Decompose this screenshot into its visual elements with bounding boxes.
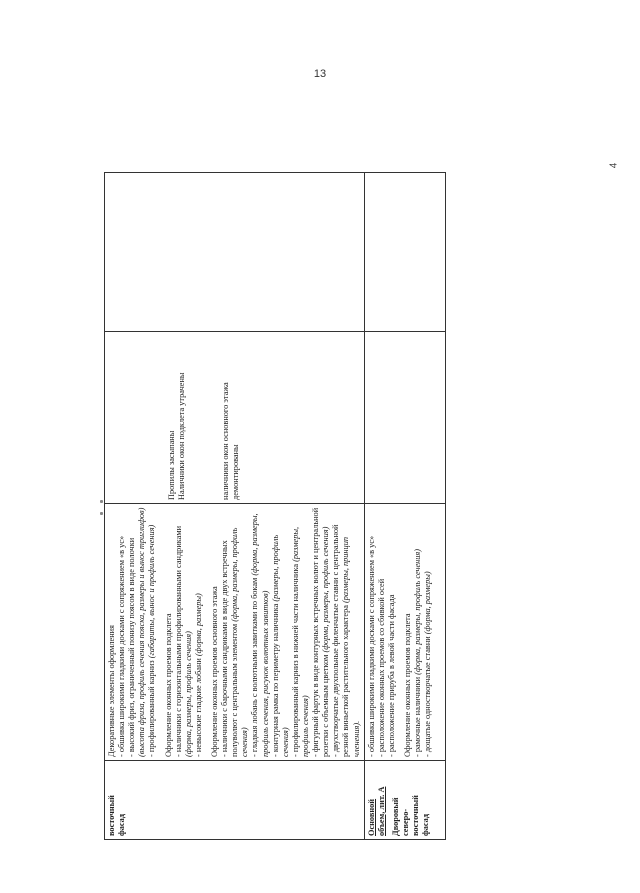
facade-name-line: восточный	[107, 795, 116, 836]
section-heading: Оформление оконных проемов основного этажа	[209, 586, 219, 757]
description-cell	[364, 504, 445, 761]
condition-note: демонтированы	[231, 444, 241, 500]
volume-name-line: Основной	[366, 798, 376, 836]
facade-name-line: фасад	[421, 813, 431, 836]
scan-speck	[100, 512, 103, 515]
section-heading: Оформление оконных проемов подклета	[402, 613, 412, 757]
list-item: - контурная рамка по периметру наличника (размеры, профиль сечения)	[270, 534, 290, 757]
list-item: - расположение оконных проемов со сбивкой осей	[376, 578, 386, 757]
list-item: - профилированный карниз в нижней части наличника (размеры, профиль сечения)	[290, 526, 310, 757]
condition-note: Пропилы засыпаны	[167, 430, 176, 500]
page-number: 13	[313, 68, 327, 80]
list-item: - гладкая лобань с волютными завитками по бокам (форма, размеры, профиль сечения, рисунок волютных завитков)	[250, 513, 270, 757]
list-item: - фигурный фартук в виде контурных встречных волют и центральной розетки с объемным цветком (форма, размеры, профиль сечения)	[311, 507, 331, 757]
condition-note: Наличники окон подклета утрачены	[177, 372, 187, 500]
list-item: - наличники с горизонтальными профилированными сандриками (форма, размеры, профиль сечения)	[173, 525, 193, 757]
list-item: - двухстворчатые двухпольные филенчатые ставни с центральной резной виньеткой растительного характера (размеры, принцип членения).	[331, 524, 361, 757]
table-row	[105, 173, 365, 840]
protection-subject-table	[104, 172, 446, 840]
rotated-table	[104, 172, 444, 840]
list-item: - высокий фриз, ограниченный понизу поясом в виде полочки (высота фриза, профиль сечения пояска, размеры и вынос триглифов)	[127, 507, 147, 757]
empty-cell	[364, 173, 445, 332]
list-item: - невысокие гладкие лобани (форма, размеры)	[193, 593, 203, 757]
condition-cell	[364, 332, 445, 504]
document-table-frame	[104, 172, 444, 840]
section-heading: Оформление оконных проемов подклета	[163, 613, 173, 757]
list-item: - наличники с барочными сандриками в виде двух встречных полуволют с центральным элементом (форма, размеры, профиль сечения)	[220, 527, 250, 757]
facade-cell	[364, 761, 445, 840]
volume-name-line: объем, лит. А	[376, 786, 386, 836]
list-item: - рамочные наличники (форма, размеры, профиль сечения)	[413, 548, 423, 757]
empty-cell	[105, 173, 365, 332]
description-cell	[105, 504, 365, 761]
facade-name-line: северо-	[400, 808, 410, 836]
scan-speck	[100, 500, 103, 503]
facade-name-line: фасад	[117, 813, 127, 836]
table-row	[364, 173, 445, 840]
list-item: - профилированный карниз (габариты, вынос и профиль сечения)	[147, 524, 157, 757]
margin-number: 4	[608, 162, 620, 169]
condition-cell	[105, 332, 365, 504]
facade-cell	[105, 761, 365, 840]
list-item: - обшивка широкими гладкими досками с сопряжением «в ус»	[366, 535, 376, 757]
list-item: - дощатые одностворчатые ставни (форма, размеры)	[423, 571, 433, 757]
section-heading: Декоративные элементы оформления	[107, 625, 116, 757]
list-item: - расположение прируба в левой части фасада	[386, 594, 396, 757]
facade-name-line: Дворовый	[390, 797, 400, 836]
facade-name-line: восточный	[411, 795, 421, 836]
list-item: - обшивка широкими гладкими досками с сопряжением «в ус»	[117, 535, 127, 757]
condition-note: наличники окон основного этажа	[221, 382, 231, 500]
